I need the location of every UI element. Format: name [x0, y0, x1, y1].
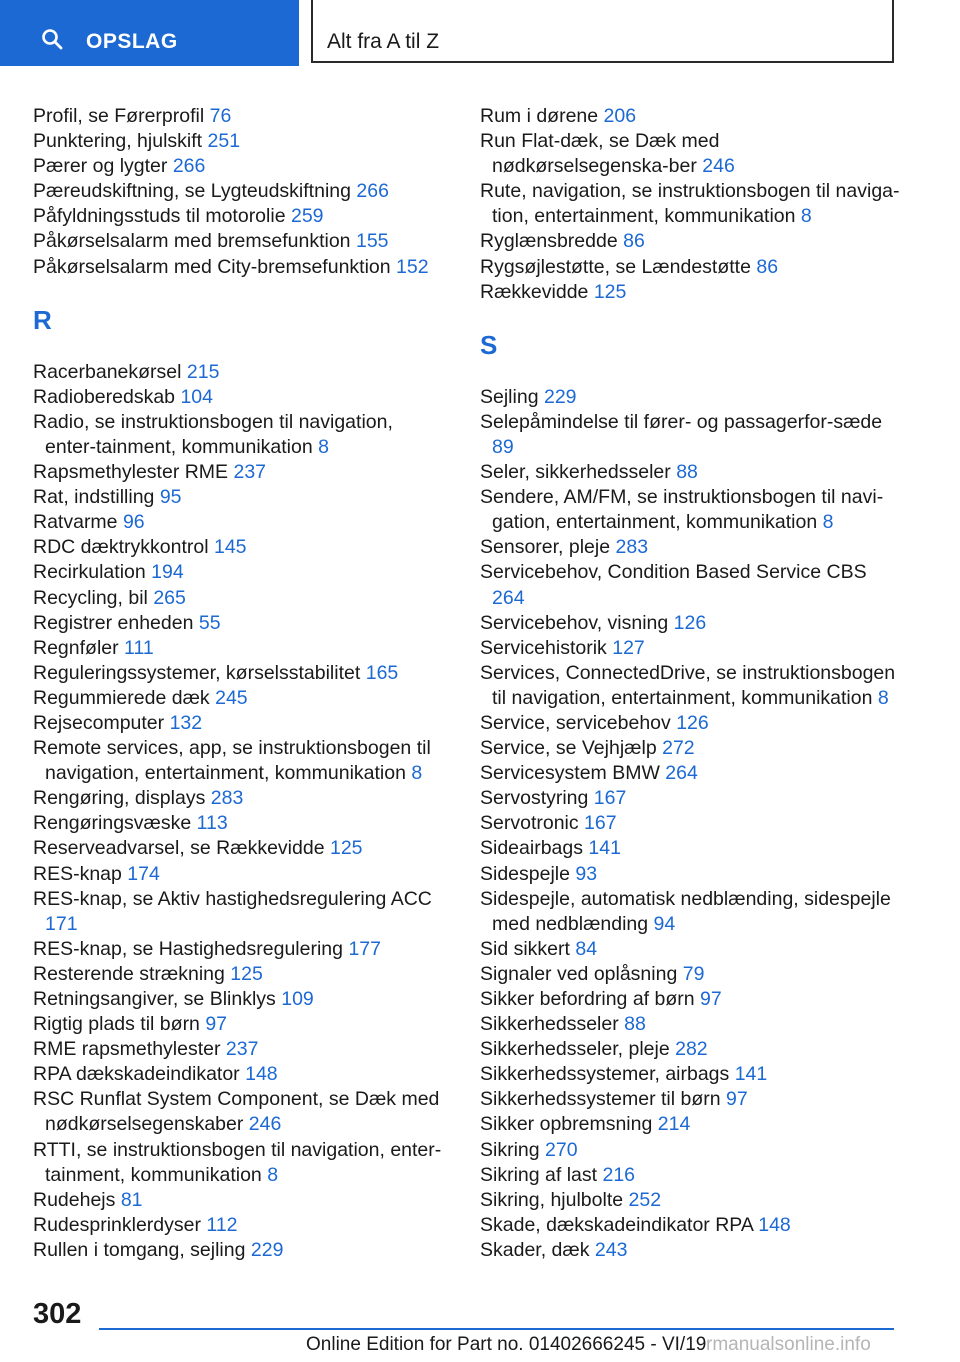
index-entry-text: Sikring af last [480, 1163, 598, 1186]
page-reference-link[interactable]: 127 [612, 636, 645, 659]
page-reference-link[interactable]: 167 [584, 812, 617, 835]
page-reference-link[interactable]: 165 [365, 661, 399, 684]
index-entry [33, 204, 445, 229]
index-entry [33, 1138, 445, 1188]
index-entry [33, 510, 445, 535]
index-entry [33, 1062, 445, 1087]
page-reference-link[interactable]: 126 [673, 611, 707, 634]
index-entry-text: Sid sikkert [480, 937, 570, 960]
index-entry-text: Regummierede dæk [33, 686, 210, 709]
page-reference-link[interactable]: 282 [675, 1038, 708, 1061]
index-entry [33, 937, 445, 962]
page-reference-link[interactable]: 237 [225, 1038, 259, 1061]
index-entry [480, 887, 900, 937]
index-entry [480, 962, 900, 987]
page-reference-link[interactable]: 237 [233, 461, 267, 484]
index-entry [33, 987, 445, 1012]
index-entry [480, 1112, 900, 1137]
index-entry [33, 255, 445, 280]
index-entry-text: Servotronic [480, 812, 579, 835]
index-entry [480, 485, 900, 535]
index-entry-text: RPA dækskadeindikator [33, 1063, 240, 1086]
index-entry [33, 485, 445, 510]
page-reference-link[interactable]: 125 [329, 837, 363, 860]
index-entry-text: Signaler ved oplåsning [480, 962, 678, 985]
page-reference-link[interactable]: 265 [153, 586, 186, 609]
index-entry-text: Ryglænsbredde [480, 230, 618, 253]
index-entry [480, 1087, 900, 1112]
index-entry-text: Reserveadvarsel, se Rækkevidde [33, 837, 325, 860]
page-reference-link[interactable]: 76 [209, 105, 232, 127]
index-entry [33, 862, 445, 887]
page-reference-link[interactable]: 96 [122, 511, 145, 534]
page-reference-link[interactable]: 112 [206, 1213, 238, 1236]
index-entry [33, 154, 445, 179]
index-entry-text: Sikring, hjulbolte [480, 1188, 624, 1211]
index-entry-text: Run Flat-dæk, se Dæk med nødkørselsegenska-ber [480, 130, 720, 178]
index-entry [480, 1163, 900, 1188]
page-reference-link[interactable]: 55 [198, 611, 221, 634]
index-entry [33, 586, 445, 611]
index-entry-text: Pærer og lygter [33, 155, 168, 178]
page-reference-link[interactable]: 125 [593, 280, 627, 303]
index-entry [480, 761, 900, 786]
index-entry-text: Servicebehov, Condition Based Service CBS [480, 561, 867, 584]
page-reference-link[interactable]: 243 [594, 1238, 628, 1261]
index-entry [33, 711, 445, 736]
index-entry [480, 229, 900, 254]
index-entry [33, 686, 445, 711]
index-entry-text: RME rapsmethylester [33, 1038, 221, 1061]
header [0, 0, 960, 68]
index-entry-text: Reguleringssystemer, kørselsstabilitet [33, 661, 361, 684]
index-entry-text: Rute, navigation, se instruktionsbogen til naviga-tion, entertainment, kommunikation [480, 180, 900, 228]
index-entry-text: Selepåmindelse til fører- og passagerfor-sæde [480, 410, 883, 433]
index-entry-text: Sikker befordring af børn [480, 988, 695, 1010]
index-entry [480, 104, 900, 129]
index-entry-text: Ratvarme [33, 511, 118, 534]
page-reference-link[interactable]: 86 [756, 255, 779, 278]
index-entry-text: Servicebehov, visning [480, 611, 669, 634]
page-reference-link[interactable]: 104 [180, 385, 213, 408]
page-reference-link[interactable]: 264 [665, 762, 698, 785]
search-tab[interactable] [0, 0, 299, 66]
index-entry [33, 661, 445, 686]
index-entry-text: RSC Runflat System Component, se Dæk med nødkørselsegenskaber [33, 1088, 440, 1136]
index-entry [33, 962, 445, 987]
page-reference-link[interactable]: 283 [210, 787, 244, 810]
index-entry-text: Rygsøjlestøtte, se Lændestøtte [480, 255, 751, 278]
index-entry [33, 611, 445, 636]
index-entry [33, 1238, 445, 1263]
page-reference-link[interactable]: 8 [822, 511, 834, 534]
index-entry [480, 611, 900, 636]
index-entry [33, 129, 445, 154]
index-entry-text: Recycling, bil [33, 586, 148, 609]
index-entry-text: Rengøringsvæske [33, 812, 192, 835]
page-reference-link[interactable]: 88 [676, 461, 698, 484]
index-entry [33, 786, 445, 811]
index-entry-text: Retningsangiver, se Blinklys [33, 988, 276, 1010]
index-entry [480, 711, 900, 736]
page-reference-link[interactable]: 141 [734, 1063, 768, 1086]
index-entry [33, 1188, 445, 1213]
page-reference-link[interactable]: 8 [411, 762, 423, 785]
search-tab-label: OPSLAG [86, 30, 178, 53]
page-reference-link[interactable]: 266 [172, 155, 206, 178]
page-reference-link[interactable]: 95 [159, 486, 182, 509]
page-reference-link[interactable]: 194 [151, 561, 184, 584]
index-entry [480, 560, 900, 610]
index-entry [480, 862, 900, 887]
page-reference-link[interactable]: 97 [205, 1013, 228, 1036]
index-entry [33, 836, 445, 861]
index-entry [33, 385, 445, 410]
page-reference-link[interactable]: 283 [615, 536, 649, 559]
index-entry [480, 987, 900, 1012]
page-reference-link[interactable]: 259 [290, 205, 324, 228]
index-entry [480, 937, 900, 962]
watermark: rmanualsonline.info [706, 1334, 871, 1355]
index-entry [480, 1037, 900, 1062]
index-entry-text: Punktering, hjulskift [33, 130, 203, 153]
index-entry-text: RTTI, se instruktionsbogen til navigation, enter-tainment, kommunikation [33, 1138, 442, 1186]
page-reference-link[interactable]: 84 [575, 937, 598, 960]
search-icon [41, 28, 63, 50]
page-reference-link[interactable]: 8 [267, 1163, 279, 1186]
index-entry [480, 280, 900, 305]
page-reference-link[interactable]: 93 [575, 862, 598, 885]
page-reference-link[interactable]: 167 [593, 787, 627, 810]
page-reference-link[interactable]: 245 [215, 686, 248, 709]
index-entry [33, 410, 445, 460]
index-entry-text: Rengøring, displays [33, 787, 206, 810]
index-entry [480, 410, 900, 460]
index-entry-text: Rigtig plads til børn [33, 1013, 200, 1036]
page-reference-link[interactable]: 206 [603, 105, 637, 127]
index-entry [33, 560, 445, 585]
page-reference-link[interactable]: 171 [45, 912, 78, 935]
page-reference-link[interactable]: 270 [545, 1138, 578, 1161]
page-reference-link[interactable]: 81 [120, 1188, 143, 1211]
index-entry [33, 1087, 445, 1137]
index-entry-text: Sikkerhedssystemer til børn [480, 1088, 721, 1111]
index-entry [33, 104, 445, 129]
index-entry-text: Rudesprinklerdyser [33, 1213, 201, 1236]
index-entry-text: RDC dæktrykkontrol [33, 536, 209, 559]
index-entry-text: Rudehejs [33, 1188, 116, 1211]
page-reference-link[interactable]: 79 [682, 962, 705, 985]
index-entry [480, 811, 900, 836]
page-reference-link[interactable]: 177 [348, 937, 381, 960]
index-letter-heading: S [480, 329, 498, 360]
page-reference-link[interactable]: 111 [124, 636, 154, 659]
page-reference-link[interactable]: 174 [127, 862, 160, 885]
index-entry-text: Sidespejle, automatisk nedblænding, sidespejle med nedblænding [480, 887, 891, 935]
page-reference-link[interactable]: 145 [213, 536, 247, 559]
index-entry-text: Rullen i tomgang, sejling [33, 1238, 246, 1261]
index-column-right [480, 104, 900, 1263]
page-reference-link[interactable]: 214 [657, 1113, 691, 1136]
index-entry-text: RES-knap, se Hastighedsregulering [33, 937, 344, 960]
index-entry-text: Registrer enheden [33, 611, 194, 634]
index-entry [480, 179, 900, 229]
index-entry-text: Service, servicebehov [480, 711, 671, 734]
index-column-left [33, 104, 445, 1263]
index-entry-text: Services, ConnectedDrive, se instruktionsbogen til navigation, entertainment, kommunikation [480, 661, 896, 709]
index-entry-text: Profil, se Førerprofil [33, 105, 205, 127]
index-entry-text: Radio, se instruktionsbogen til navigation, enter-tainment, kommunikation [33, 410, 393, 458]
page-reference-link[interactable]: 109 [281, 988, 314, 1010]
index-entry [480, 385, 900, 410]
index-entry-text: Sikkerhedsseler, pleje [480, 1038, 670, 1061]
page-reference-link[interactable]: 8 [800, 205, 812, 228]
index-entry-text: Service, se Vejhjælp [480, 737, 657, 760]
edition-note: Online Edition for Part no. 01402666245 - VI/19 [306, 1334, 707, 1355]
index-entry [33, 360, 445, 385]
index-entry-text: Servicehistorik [480, 636, 607, 659]
index-entry-text: Sikkerhedssystemer, airbags [480, 1063, 730, 1086]
index-entry [33, 811, 445, 836]
index-entry [480, 535, 900, 560]
page-reference-link[interactable]: 251 [207, 130, 241, 153]
index-entry-text: Regnføler [33, 636, 119, 659]
index-entry-text: Sendere, AM/FM, se instruktionsbogen til navi-gation, entertainment, kommunikation [480, 486, 884, 534]
page-reference-link[interactable]: 229 [543, 385, 577, 408]
page-reference-link[interactable]: 266 [356, 180, 389, 203]
index-entry-text: Remote services, app, se instruktionsbogen til navigation, entertainment, kommunikation [33, 737, 431, 785]
footer-divider [99, 1328, 894, 1330]
index-letter-heading: R [33, 304, 52, 335]
index-entry [33, 460, 445, 485]
index-entry [480, 255, 900, 280]
index-entry-text: Recirkulation [33, 561, 146, 584]
index-entry-text: Servicesystem BMW [480, 762, 660, 785]
page-reference-link[interactable]: 229 [250, 1238, 284, 1261]
index-entry-text: Rækkevidde [480, 280, 589, 303]
index-entry-text: Skader, dæk [480, 1238, 590, 1261]
page-reference-link[interactable]: 97 [726, 1088, 748, 1111]
index-entry-text: Sejling [480, 385, 539, 408]
index-entry [480, 1012, 900, 1037]
index-entry-text: Påfyldningsstuds til motorolie [33, 205, 286, 228]
page-reference-link[interactable]: 246 [702, 155, 735, 178]
index-entry-text: Seler, sikkerhedsseler [480, 461, 671, 484]
index-entry [480, 1188, 900, 1213]
index-entry [480, 129, 900, 179]
index-entry-text: Pæreudskiftning, se Lygteudskiftning [33, 180, 351, 203]
index-entry-text: Påkørselsalarm med City-bremsefunktion [33, 255, 391, 278]
section-title-tab[interactable] [311, 0, 894, 63]
page-reference-link[interactable]: 132 [169, 711, 203, 734]
index-entry [480, 661, 900, 711]
index-entry-text: Rejsecomputer [33, 711, 165, 734]
page-reference-link[interactable]: 152 [396, 255, 429, 278]
index-entry [33, 636, 445, 661]
index-entry-text: Sikker opbremsning [480, 1113, 653, 1136]
page-reference-link[interactable]: 113 [196, 812, 228, 835]
index-entry-text: Resterende strækning [33, 962, 225, 985]
page-reference-link[interactable]: 97 [700, 988, 722, 1010]
page-reference-link[interactable]: 125 [230, 962, 263, 985]
index-entry-text: Racerbanekørsel [33, 360, 182, 383]
index-entry-text: Sikring [480, 1138, 540, 1161]
page-reference-link[interactable]: 8 [318, 435, 329, 458]
page-number: 302 [33, 1298, 82, 1330]
index-entry [33, 179, 445, 204]
page-reference-link[interactable]: 89 [492, 435, 514, 458]
page-reference-link[interactable]: 86 [623, 230, 645, 253]
index-entry-text: Servostyring [480, 787, 589, 810]
index-entry [33, 1012, 445, 1037]
index-entry [480, 786, 900, 811]
page-reference-link[interactable]: 126 [676, 711, 709, 734]
index-entry [480, 1138, 900, 1163]
section-title: Alt fra A til Z [327, 30, 440, 53]
index-entry-text: RES-knap, se Aktiv hastighedsregulering ACC [33, 887, 432, 910]
page-reference-link[interactable]: 8 [877, 686, 889, 709]
index-entry [33, 229, 445, 254]
index-entry-text: Påkørselsalarm med bremsefunktion [33, 230, 351, 253]
page-reference-link[interactable]: 216 [602, 1163, 636, 1186]
index-entry-text: Sensorer, pleje [480, 536, 611, 559]
index-entry-text: Skade, dækskadeindikator RPA [480, 1213, 753, 1236]
index-entry [33, 736, 445, 786]
page-reference-link[interactable]: 94 [653, 912, 676, 935]
index-entry-text: Rat, indstilling [33, 486, 155, 509]
index-entry-text: Sideairbags [480, 837, 583, 860]
index-entry-text: Sikkerhedsseler [480, 1013, 619, 1036]
page-reference-link[interactable]: 148 [758, 1213, 791, 1236]
index-entry-text: Radioberedskab [33, 385, 176, 408]
index-entry [33, 1037, 445, 1062]
page-reference-link[interactable]: 215 [186, 360, 220, 383]
page-reference-link[interactable]: 264 [492, 586, 525, 609]
page-reference-link[interactable]: 88 [624, 1013, 646, 1036]
index-entry-text: Rum i dørene [480, 105, 599, 127]
index-entry [480, 636, 900, 661]
page-reference-link[interactable]: 252 [628, 1188, 662, 1211]
page-reference-link[interactable]: 155 [355, 230, 389, 253]
index-entry-text: Rapsmethylester RME [33, 461, 229, 484]
index-entry-text: RES-knap [33, 862, 122, 885]
page-reference-link[interactable]: 141 [588, 837, 621, 860]
index-entry-text: Sidespejle [480, 862, 570, 885]
index-entry [480, 1062, 900, 1087]
page-reference-link[interactable]: 148 [245, 1063, 278, 1086]
index-entry [480, 836, 900, 861]
index-entry [480, 1238, 900, 1263]
index-entry [33, 535, 445, 560]
index-entry [33, 887, 445, 937]
index-entry [480, 1213, 900, 1238]
index-entry [33, 1213, 445, 1238]
index-entry [480, 736, 900, 761]
page-reference-link[interactable]: 272 [662, 737, 695, 760]
index-entry [480, 460, 900, 485]
page-reference-link[interactable]: 246 [248, 1113, 282, 1136]
